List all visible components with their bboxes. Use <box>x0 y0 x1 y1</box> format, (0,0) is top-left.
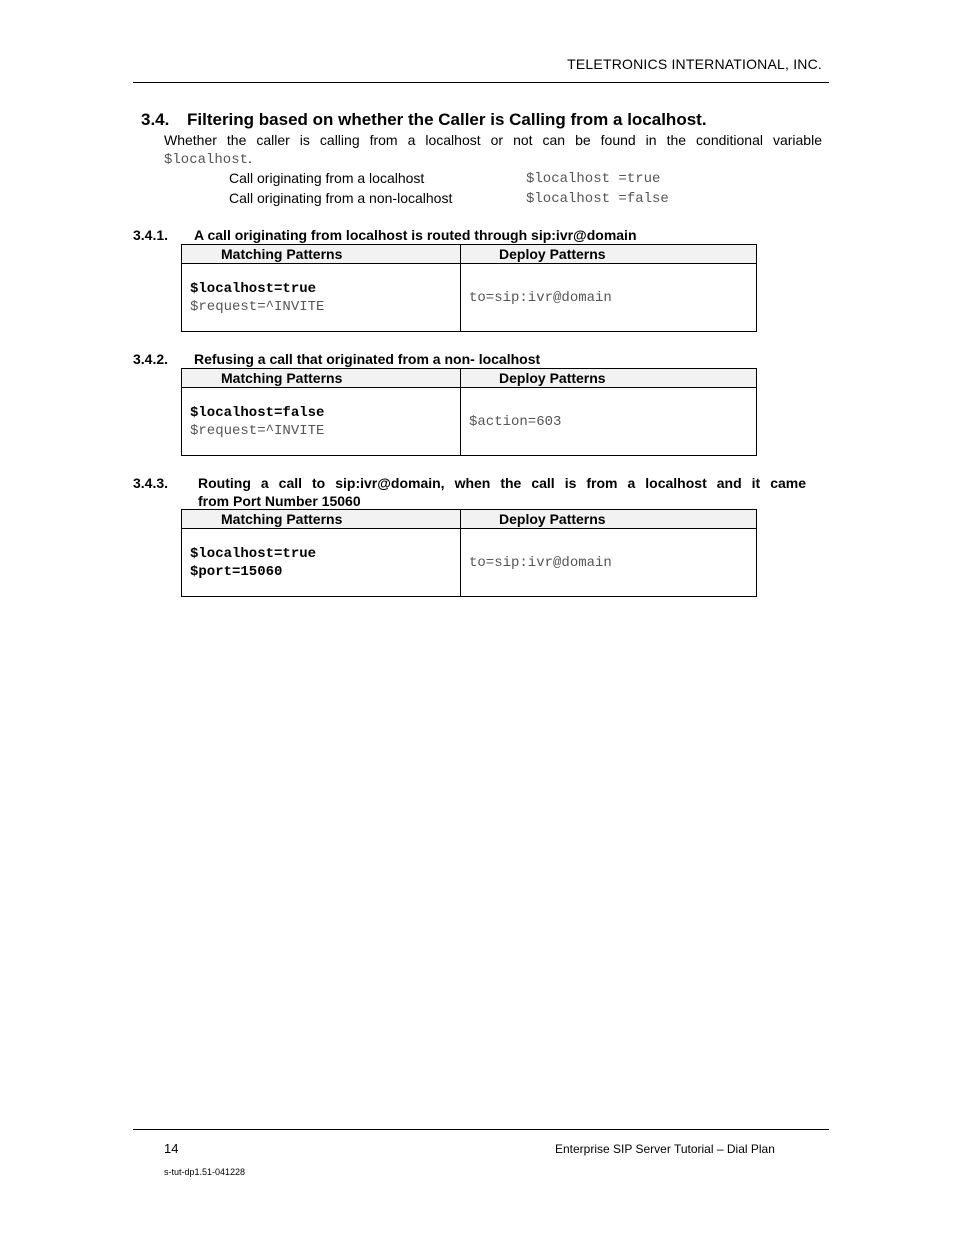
section-number: 3.4. <box>141 110 170 129</box>
subsection-number: 3.4.1. <box>133 227 169 243</box>
condition-value-localhost: $localhost =true <box>526 171 661 187</box>
column-header-matching: Matching Patterns <box>182 245 461 264</box>
subsection-title-text: A call originating from localhost is routed through sip:ivr@domain <box>194 227 637 243</box>
matching-cell <box>182 388 461 456</box>
column-header-matching: Matching Patterns <box>182 369 461 388</box>
matching-line: $request=^INVITE <box>190 422 325 439</box>
footer-page-number: 14 <box>164 1141 179 1156</box>
pattern-table-3-4-1 <box>181 244 757 332</box>
matching-line: $localhost=true <box>190 545 317 562</box>
condition-label-localhost: Call originating from a localhost <box>229 170 425 186</box>
header-rule <box>133 82 829 83</box>
matching-line: $request=^INVITE <box>190 298 325 315</box>
subsection-number: 3.4.3. <box>133 475 169 491</box>
deploy-cell <box>461 529 757 597</box>
deploy-cell <box>461 264 757 332</box>
column-header-deploy: Deploy Patterns <box>461 369 757 388</box>
section-title-text: Filtering based on whether the Caller is Calling from a localhost. <box>187 110 707 129</box>
matching-line: $port=15060 <box>190 563 283 580</box>
header-company: TELETRONICS INTERNATIONAL, INC. <box>567 56 822 72</box>
intro-variable: $localhost <box>164 152 249 168</box>
matching-cell <box>182 529 461 597</box>
subsection-title-line1: Routing a call to sip:ivr@domain, when the call is from a localhost and it came <box>198 475 806 491</box>
subsection-number: 3.4.2. <box>133 351 169 367</box>
matching-cell <box>182 264 461 332</box>
deploy-value: to=sip:ivr@domain <box>469 554 612 571</box>
table-row <box>182 529 757 597</box>
deploy-value: $action=603 <box>469 413 562 430</box>
intro-variable-line <box>164 150 252 168</box>
subsection-title-3-4-3 <box>133 475 806 491</box>
intro-paragraph: Whether the caller is calling from a localhost or not can be found in the conditional variable <box>164 132 822 148</box>
matching-line: $localhost=false <box>190 404 325 421</box>
deploy-value: to=sip:ivr@domain <box>469 289 612 306</box>
subsection-title-text: Refusing a call that originated from a non- localhost <box>194 351 541 367</box>
deploy-cell <box>461 388 757 456</box>
subsection-title-3-4-1 <box>133 227 637 243</box>
table-row <box>182 264 757 332</box>
table-row <box>182 388 757 456</box>
matching-line: $localhost=true <box>190 280 317 297</box>
footer-doc-code: s-tut-dp1.51-041228 <box>164 1167 246 1177</box>
footer-doc-title: Enterprise SIP Server Tutorial – Dial Plan <box>555 1142 775 1156</box>
subsection-title-line2: from Port Number 15060 <box>198 493 361 509</box>
column-header-deploy: Deploy Patterns <box>461 510 757 529</box>
condition-label-non-localhost: Call originating from a non-localhost <box>229 190 453 206</box>
section-title <box>141 110 707 130</box>
table-header-row <box>182 245 757 264</box>
column-header-deploy: Deploy Patterns <box>461 245 757 264</box>
pattern-table-3-4-3 <box>181 509 757 597</box>
column-header-matching: Matching Patterns <box>182 510 461 529</box>
subsection-title-3-4-2 <box>133 351 540 367</box>
table-header-row <box>182 510 757 529</box>
pattern-table-3-4-2 <box>181 368 757 456</box>
intro-period: . <box>248 150 252 166</box>
table-header-row <box>182 369 757 388</box>
footer-rule <box>133 1129 829 1130</box>
condition-value-non-localhost: $localhost =false <box>526 191 669 207</box>
